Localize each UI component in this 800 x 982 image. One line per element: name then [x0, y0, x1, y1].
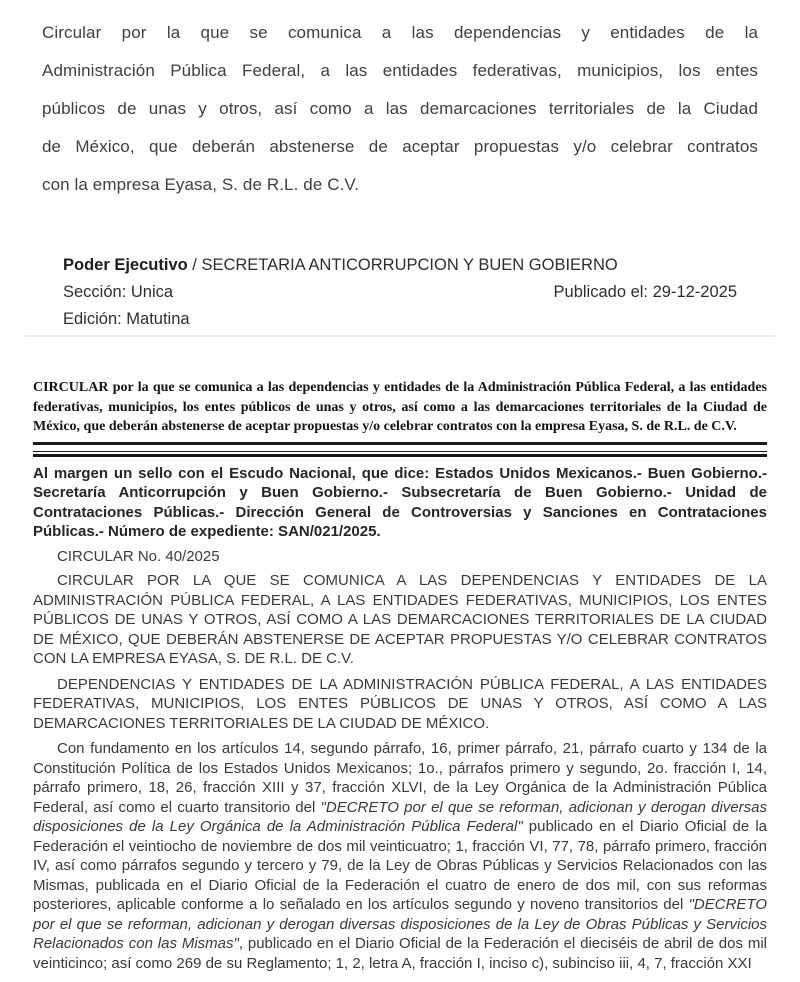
legal-text-run: , publicado en el Diario Oficial de la Federación el dieciséis de abril de dos mil veinticinco; así como 269 de su Reglamento; 1, 2, letra A, fracción I, inciso c), subinciso iii, 4, 7, fracción XXI: [33, 935, 767, 972]
title-rule: [33, 442, 767, 445]
caps-paragraph-1: CIRCULAR POR LA QUE SE COMUNICA A LAS DEPENDENCIAS Y ENTIDADES DE LA ADMINISTRACIÓN PÚBLICA FEDERAL, A LAS ENTIDADES FEDERATIVAS, MUNICIPIOS, LOS ENTES PÚBLICOS DE UNAS Y OTROS, ASÍ COMO A LAS DEMARCACIONES TERRITORIALES DE LA CIUDAD DE MÉXICO, QUE DEBERÁN ABSTENERSE DE ACEPTAR PROPUESTAS Y/O CELEBRAR CONTRATOS CON LA EMPRESA EYASA, S. DE R.L. DE C.V.: [33, 572, 767, 667]
edition-row: [63, 306, 737, 333]
al-margen-paragraph: Al margen un sello con el Escudo Nacional, que dice: Estados Unidos Mexicanos.- Buen Gobierno.- Secretaría Anticorrupción y Buen Gobierno.- Subsecretaría de Buen Gobierno.- Unidad de Contrataciones Públicas.- Dirección General de Controversias y Sanciones en Contrataciones Públicas.- Número de expediente: SAN/021/2025.: [33, 464, 767, 540]
secretary-label: / SECRETARIA ANTICORRUPCION Y BUEN GOBIERNO: [187, 256, 618, 274]
section-divider: [25, 335, 775, 337]
branch-row: [63, 252, 737, 279]
heading-line-2: Administración Pública Federal, a las entidades federativas, municipios, los entes: [42, 61, 758, 80]
legal-text-run-italic: "DECRETO por el que se reforman, adicionan y derogan diversas disposiciones de la Ley Orgánica de la Administración Pública Federal": [33, 798, 767, 835]
gazette-body: [33, 378, 767, 973]
heading-line-3: públicos de unas y otros, así como a las demarcaciones territoriales de la Ciudad: [42, 99, 758, 118]
publication-meta: [63, 252, 737, 333]
section-row: [63, 279, 737, 306]
published-date: Publicado el: 29-12-2025: [553, 283, 737, 301]
heading-line-5: con la empresa Eyasa, S. de R.L. de C.V.: [42, 175, 360, 194]
legal-text-run: publicado en el Diario Oficial de la Federación el veintiocho de noviembre de dos mil veinticuatro; 1, fracción VI, 77, 78, párrafo primero, fracción IV, así como párrafos segundo y tercero y 79, de la Ley de Obras Públicas y Servicios Relacionados con las Mismas, publicada en el Diario Oficial de la Federación el cuatro de enero de dos mil, con sus reformas posteriores, aplicable conforme a lo señalado en los artículos segundo y noveno transitorios del: [33, 818, 767, 913]
power-label: Poder Ejecutivo: [63, 256, 188, 274]
legal-paragraph: [33, 739, 767, 973]
edition-label: Edición: Matutina: [63, 310, 190, 328]
legal-text-run-italic: "DECRETO por el que se reforman, adicionan y derogan diversas disposiciones de la Ley de Obras Públicas y Servicios Relacionados con las Mismas": [33, 896, 767, 952]
double-rule-thin: [33, 451, 767, 452]
caps-paragraph-2: DEPENDENCIAS Y ENTIDADES DE LA ADMINISTRACIÓN PÚBLICA FEDERAL, A LAS ENTIDADES FEDERATIVAS, MUNICIPIOS, LOS ENTES PÚBLICOS DE UNAS Y OTROS, ASÍ COMO A LAS DEMARCACIONES TERRITORIALES DE LA CIUDAD DE MÉXICO.: [33, 675, 767, 732]
gazette-title: CIRCULAR por la que se comunica a las dependencias y entidades de la Administración Pública Federal, a las entidades federativas, municipios, los entes públicos de unas y otros, así como a las demarcaciones territoriales de la Ciudad de México, que deberán abstenerse de aceptar propuestas y/o celebrar contratos con la empresa Eyasa, S. de R.L. de C.V.: [33, 380, 767, 434]
heading-line-1: Circular por la que se comunica a las dependencias y entidades de la: [42, 23, 758, 42]
circular-number: CIRCULAR No. 40/2025: [57, 547, 220, 565]
double-rule-thick: [33, 454, 767, 457]
legal-text-run: Con fundamento en los artículos 14, segundo párrafo, 16, primer párrafo, 21, párrafo cuarto y 134 de la Constitución Política de los Estados Unidos Mexicanos; 1o., párrafos primero y segundo, 2o. fracción I, 14, párrafo primero, 18, 26, fracción XIII y 37, fracción XLVI, de la Ley Orgánica de la Administración Pública Federal, así como el cuarto transitorio del: [33, 740, 767, 816]
document-summary-heading: [42, 14, 758, 204]
section-label: Sección: Unica: [63, 283, 174, 301]
heading-line-4: de México, que deberán abstenerse de aceptar propuestas y/o celebrar contratos: [42, 137, 758, 156]
